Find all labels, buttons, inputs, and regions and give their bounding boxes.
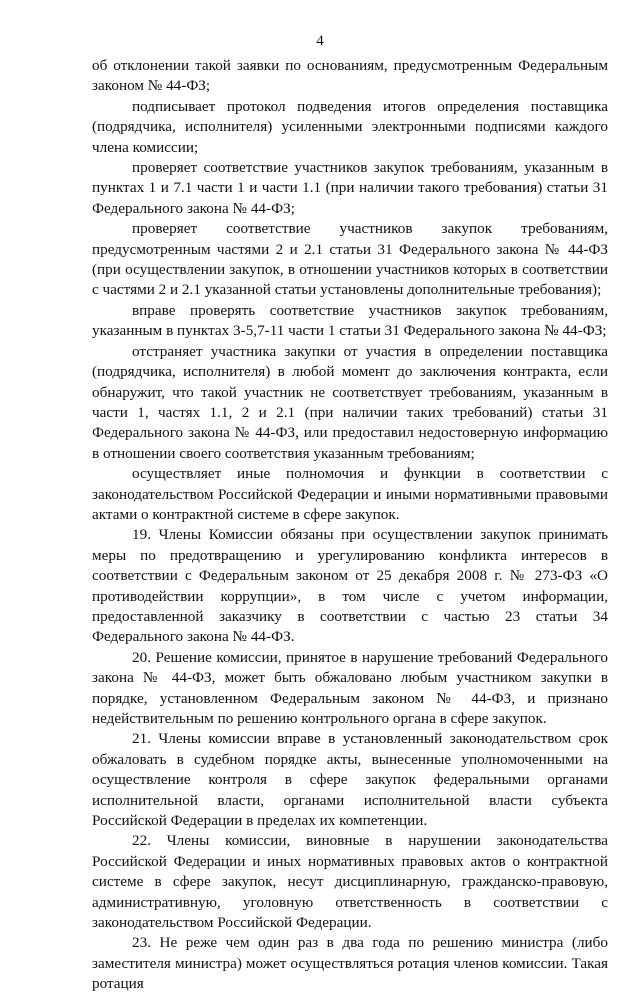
paragraph-item-22: 22. Члены комиссии, виновные в нарушении законодательства Российской Федерации и иных нормативных правовых актов о контрактной системе в сфере закупок, несут дисциплинарную, гражданско-правовую, административную, уголовную ответственность в соответствии с законодательством Российской Федерации. [92,832,608,932]
paragraph-may-check: вправе проверять соответствие участников закупок требованиям, указанным в пунктах 3-5,7-11 части 1 статьи 31 Федерального закона № 44-ФЗ; [92,301,608,340]
paragraph-signs-protocol: подписывает протокол подведения итогов определения поставщика (подрядчика, исполнителя) усиленными электронными подписями каждого члена комиссии; [92,97,608,156]
document-body [92,56,608,995]
paragraph-removes-participant: отстраняет участника закупки от участия в определении поставщика (подрядчика, исполнителя) в любой момент до заключения контракта, если обнаружит, что такой участник не соответствует требованиям, указанным в части 1, частях 1.1, 2 и 2.1 (при наличии таких требований) статьи 31 Федерального закона № 44-ФЗ, или предоставил недостоверную информацию в отношении своего соответствия указанным требованиям; [92,342,608,462]
paragraph-item-20: 20. Решение комиссии, принятое в нарушение требований Федерального закона № 44-ФЗ, может быть обжаловано любым участником закупки в порядке, установленном Федеральным законом № 44-ФЗ, и признано недействительным по решению контрольного органа в сфере закупок. [92,648,608,727]
page-number: 4 [316,33,324,49]
paragraph-checks-requirements-1: проверяет соответствие участников закупок требованиям, указанным в пунктах 1 и 7.1 части 1 и части 1.1 (при наличии такого требования) статьи 31 Федерального закона № 44-ФЗ; [92,159,608,217]
paragraph-item-21: 21. Члены комиссии вправе в установленный законодательством срок обжаловать в судебном порядке акты, вынесенные уполномоченными на осуществление контроля в сфере закупок федеральными органами исполнительной власти, органами исполнительной власти субъекта Российской Федерации в пределах их компетенции. [92,730,608,830]
paragraph-item-19: 19. Члены Комиссии обязаны при осуществлении закупок принимать меры по предотвращению и урегулированию конфликта интересов в соответствии с Федеральным законом от 25 декабря 2008 г. № 273-ФЗ «О противодействии коррупции», в том числе с учетом информации, предоставленной заказчику в соответствии с частью 23 статьи 34 Федерального закона № 44-ФЗ. [92,526,608,646]
paragraph-item-23: 23. Не реже чем один раз в два года по решению министра (либо заместителя министра) может осуществляться ротация членов комиссии. Такая ротация [92,934,608,993]
paragraph-continuation: об отклонении такой заявки по основаниям, предусмотренным Федеральным законом № 44-ФЗ; [92,57,608,95]
paragraph-other-powers: осуществляет иные полномочия и функции в соответствии с законодательством Российской Федерации и иными нормативными правовыми актами о контрактной системе в сфере закупок. [92,465,608,523]
paragraph-checks-requirements-2: проверяет соответствие участников закупок требованиям, предусмотренным частями 2 и 2.1 статьи 31 Федерального закона № 44-ФЗ (при осуществлении закупок, в отношении участников которых в соответствии с частями 2 и 2.1 указанной статьи установлены дополнительные требования); [92,220,608,299]
